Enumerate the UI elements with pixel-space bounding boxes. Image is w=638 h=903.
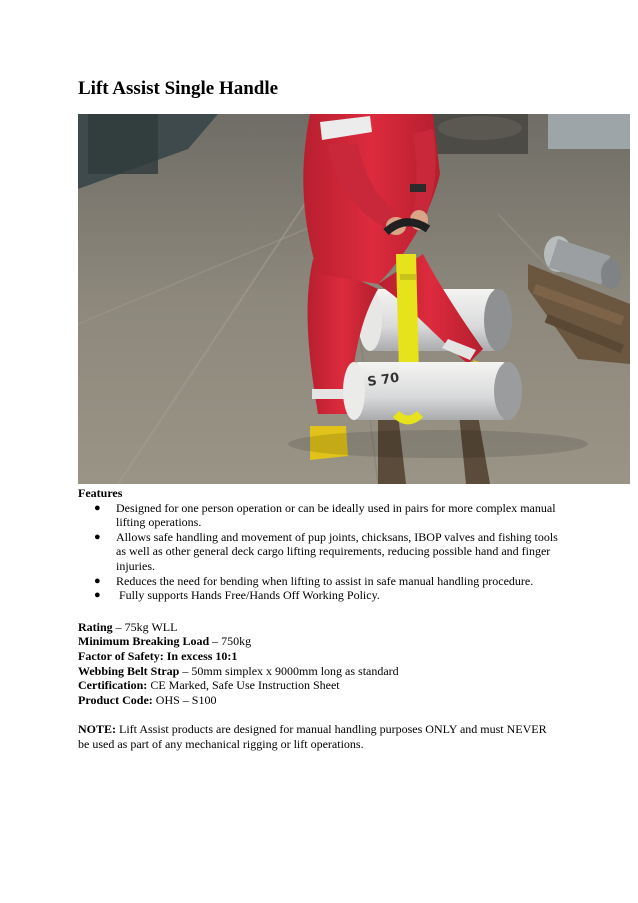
product-photo — [78, 114, 630, 484]
spec-minimum-breaking-load: Minimum Breaking Load – 750kg — [78, 634, 252, 649]
note-text: Lift Assist products are designed for manual handling purposes ONLY and must NEVER be used as part of any mechanical rigging or lift operations. — [78, 722, 547, 751]
background-machinery-right — [548, 114, 630, 149]
front-cylinder — [353, 362, 508, 420]
list-item: ● Fully supports Hands Free/Hands Off Working Policy. — [94, 588, 380, 603]
bullet-icon: ● — [94, 574, 101, 587]
safety-note — [78, 722, 558, 751]
list-item: ● Reduces the need for bending when lifting to assist in safe manual handling procedure. — [94, 573, 534, 588]
spec-webbing-belt-strap: Webbing Belt Strap – 50mm simplex x 9000mm long as standard — [78, 663, 399, 678]
spec-factor-of-safety: Factor of Safety: In excess 10:1 — [78, 648, 238, 663]
features-list — [78, 501, 558, 603]
page-title: Lift Assist Single Handle — [78, 78, 279, 99]
cylinder-marking: S 70 — [366, 370, 401, 390]
spec-product-code: Product Code: OHS – S100 — [78, 692, 217, 707]
bullet-icon: ● — [94, 530, 101, 543]
product-photo-illustration — [78, 114, 630, 484]
bullet-icon: ● — [94, 501, 101, 514]
list-item: ● Allows safe handling and movement of pup joints, chicksans, IBOP valves and fishing tools as well as other general deck cargo lifting requirements, reducing possible hand and finger injuries. — [94, 529, 558, 573]
list-item: ● Designed for one person operation or can be ideally used in pairs for more complex manual lifting operations. — [94, 500, 556, 530]
specifications — [78, 620, 558, 708]
features-heading: Features — [78, 486, 123, 500]
wristwatch — [410, 184, 426, 192]
product-description — [78, 486, 558, 764]
spec-certification: Certification: CE Marked, Safe Use Instruction Sheet — [78, 678, 340, 693]
spec-rating: Rating – 75kg WLL — [78, 619, 178, 634]
bullet-icon: ● — [94, 589, 101, 602]
note-label: NOTE: — [78, 722, 117, 737]
